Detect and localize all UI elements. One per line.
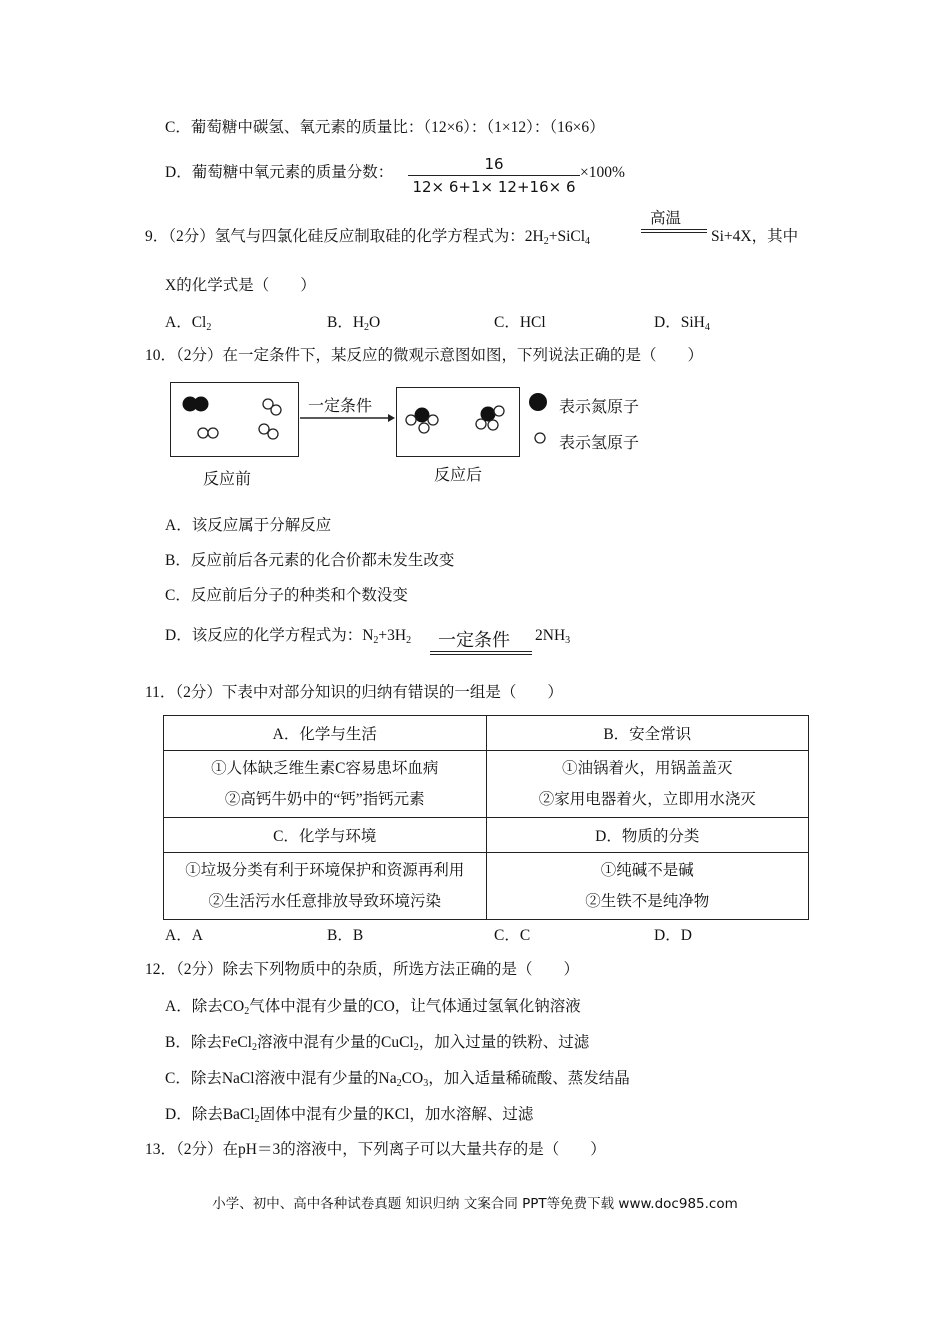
hydrogen-atom bbox=[494, 406, 504, 416]
q11-option-c: C．C bbox=[494, 927, 531, 944]
sub-2: 2 bbox=[413, 1042, 419, 1053]
cell-line: ②家用电器着火，立即用水浇灭 bbox=[538, 791, 756, 808]
sub-2: 2 bbox=[364, 322, 370, 333]
legend-icons bbox=[525, 389, 555, 449]
hydrogen-atom bbox=[428, 415, 438, 425]
sub-2: 2 bbox=[396, 1078, 402, 1089]
cell-line: ①油锅着火，用锅盖盖灭 bbox=[561, 760, 733, 777]
table-cell-d bbox=[486, 853, 809, 920]
q12-option-b-part-c: ，加入过量的铁粉、过滤 bbox=[418, 1034, 590, 1051]
hydrogen-atom bbox=[476, 419, 486, 429]
q10-option-b: B．反应前后各元素的化合价都未发生改变 bbox=[165, 552, 455, 569]
nitrogen-atom bbox=[415, 408, 430, 423]
table-cell-b bbox=[486, 751, 809, 818]
q9-option-c: C．HCl bbox=[494, 314, 546, 331]
q8-option-d bbox=[165, 163, 393, 183]
q8-option-d-prefix: D．葡萄糖中氧元素的质量分数： bbox=[165, 164, 394, 181]
q9-option-d-text: D．SiH bbox=[654, 314, 705, 331]
q9-stem-part-b: +SiCl bbox=[548, 228, 586, 245]
q10-option-d-product bbox=[535, 626, 570, 646]
q10-option-d-condition: 一定条件 bbox=[438, 630, 510, 651]
arrow-label: 一定条件 bbox=[308, 396, 373, 415]
q9-option-a-text: A．Cl bbox=[165, 314, 207, 331]
q8-fraction bbox=[408, 154, 580, 197]
table-header-d: D．物质的分类 bbox=[486, 818, 809, 853]
table-cell-a bbox=[164, 751, 487, 818]
q11-stem: 11．（2分）下表中对部分知识的归纳有错误的一组是（ ） bbox=[145, 684, 563, 701]
q9-option-b: B．$H_2O$ bbox=[327, 314, 381, 333]
nitrogen-legend-icon bbox=[529, 393, 547, 411]
q9-stem-end: Si+4X，其中 bbox=[711, 228, 799, 245]
sub-2: 2 bbox=[251, 1042, 257, 1053]
knowledge-table bbox=[163, 715, 809, 920]
page-footer: 小学、初中、高中各种试卷真题 知识归纳 文案合同 PPT等免费下载 www.doc985.com bbox=[212, 1196, 738, 1212]
q11-option-d: D．D bbox=[654, 927, 692, 944]
after-molecules bbox=[396, 387, 521, 459]
sub-2: 2 bbox=[373, 635, 379, 646]
hydrogen-atom bbox=[488, 420, 498, 430]
q8-option-d-suffix: ×100% bbox=[580, 164, 625, 181]
table-header-c: C．化学与环境 bbox=[164, 818, 487, 853]
q10-option-d-part-b: +3H bbox=[378, 627, 407, 644]
q12-option-d-part-a: D．除去BaCl bbox=[165, 1106, 255, 1123]
q10-option-d-part-a: D．该反应的化学方程式为：N bbox=[165, 627, 374, 644]
q9-condition: 高温 bbox=[650, 209, 682, 227]
cell-line: ①纯碱不是碱 bbox=[600, 862, 694, 879]
q12-option-c-part-c: ，加入适量稀硫酸、蒸发结晶 bbox=[428, 1070, 630, 1087]
q12-option-b-part-b: 溶液中混有少量的CuCl bbox=[256, 1034, 414, 1051]
q9-stem-part-a: 9．（2分）氢气与四氯化硅反应制取硅的化学方程式为：2H bbox=[145, 228, 544, 245]
q10-option-d bbox=[165, 626, 411, 646]
sub-2: 2 bbox=[206, 322, 212, 333]
q8-option-c: C．葡萄糖中碳氢、氧元素的质量比：（12×6）：（1×12）：（16×6） bbox=[165, 119, 605, 136]
before-molecules bbox=[170, 382, 300, 458]
sub-4: 4 bbox=[704, 322, 710, 333]
hydrogen-atom bbox=[198, 428, 208, 438]
q12-option-a-part-a: A．除去CO bbox=[165, 998, 245, 1015]
q9-stem-line2: X的化学式是（ ） bbox=[165, 277, 316, 294]
before-label: 反应前 bbox=[203, 469, 252, 488]
hydrogen-atom bbox=[208, 428, 218, 438]
q13-stem: 13．（2分）在pH＝3的溶液中，下列离子可以大量共存的是（ ） bbox=[145, 1141, 606, 1158]
q12-option-b bbox=[165, 1033, 589, 1053]
table-row bbox=[164, 853, 809, 920]
q10-equation-double-line bbox=[430, 651, 532, 655]
arrow-icon bbox=[300, 412, 396, 424]
q12-option-a bbox=[165, 997, 581, 1017]
q8-fraction-numerator: 16 bbox=[484, 155, 504, 173]
hydrogen-atom bbox=[419, 423, 429, 433]
q11-option-b: B．B bbox=[327, 927, 364, 944]
q10-option-c: C．反应前后分子的种类和个数没变 bbox=[165, 587, 408, 604]
hydrogen-legend-icon bbox=[535, 433, 545, 443]
table-row bbox=[164, 818, 809, 853]
table-cell-c bbox=[164, 853, 487, 920]
q9-option-a bbox=[165, 313, 211, 333]
sub-2: 2 bbox=[254, 1114, 260, 1125]
legend-hydrogen-label: 表示氢原子 bbox=[559, 433, 640, 452]
sub-2: 2 bbox=[244, 1006, 250, 1017]
q10-option-a: A．该反应属于分解反应 bbox=[165, 517, 332, 534]
cell-line: ②生铁不是纯净物 bbox=[585, 893, 710, 910]
q12-option-c bbox=[165, 1069, 630, 1089]
table-row bbox=[164, 751, 809, 818]
q9-option-b-text: B．H bbox=[327, 314, 365, 331]
q12-option-b-part-a: B．除去FeCl bbox=[165, 1034, 252, 1051]
cell-line: ①垃圾分类有利于环境保护和资源再利用 bbox=[185, 862, 465, 879]
cell-line: ②生活污水任意排放导致环境污染 bbox=[208, 893, 441, 910]
table-row bbox=[164, 716, 809, 751]
q9-stem bbox=[145, 227, 590, 247]
nitrogen-atom bbox=[194, 397, 209, 412]
q8-fraction-denominator: 12× 6+1× 12+16× 6 bbox=[412, 178, 576, 196]
q9-option-d bbox=[654, 313, 710, 333]
sub-3: 3 bbox=[565, 635, 571, 646]
q10-option-d-part-c: 2NH bbox=[535, 627, 566, 644]
q12-option-d-part-b: 固体中混有少量的KCl，加水溶解、过滤 bbox=[259, 1106, 534, 1123]
hydrogen-atom bbox=[271, 405, 281, 415]
hydrogen-atom bbox=[268, 429, 278, 439]
q10-stem: 10．（2分）在一定条件下，某反应的微观示意图如图，下列说法正确的是（ ） bbox=[145, 347, 704, 364]
sub-3: 3 bbox=[423, 1078, 429, 1089]
q12-option-c-part-a: C．除去NaCl溶液中混有少量的Na bbox=[165, 1070, 397, 1087]
q11-option-a: A．A bbox=[165, 927, 203, 944]
hydrogen-atom bbox=[406, 415, 416, 425]
q9-equation-double-line bbox=[641, 229, 707, 233]
q12-stem: 12．（2分）除去下列物质中的杂质，所选方法正确的是（ ） bbox=[145, 961, 580, 978]
sub-2: 2 bbox=[406, 635, 412, 646]
q12-option-c-part-b: CO bbox=[401, 1070, 424, 1087]
after-label: 反应后 bbox=[434, 465, 483, 484]
table-header-b: B．安全常识 bbox=[486, 716, 809, 751]
legend-nitrogen-label: 表示氮原子 bbox=[559, 397, 640, 416]
cell-line: ①人体缺乏维生素C容易患坏血病 bbox=[211, 760, 439, 777]
sub-4: 4 bbox=[585, 236, 591, 247]
cell-line: ②高钙牛奶中的“钙”指钙元素 bbox=[224, 791, 425, 808]
q12-option-d bbox=[165, 1105, 533, 1125]
q12-option-a-part-b: 气体中混有少量的CO，让气体通过氢氧化钠溶液 bbox=[249, 998, 581, 1015]
table-header-a: A．化学与生活 bbox=[164, 716, 487, 751]
hydrogen-atom bbox=[259, 424, 269, 434]
sub-2: 2 bbox=[543, 236, 549, 247]
